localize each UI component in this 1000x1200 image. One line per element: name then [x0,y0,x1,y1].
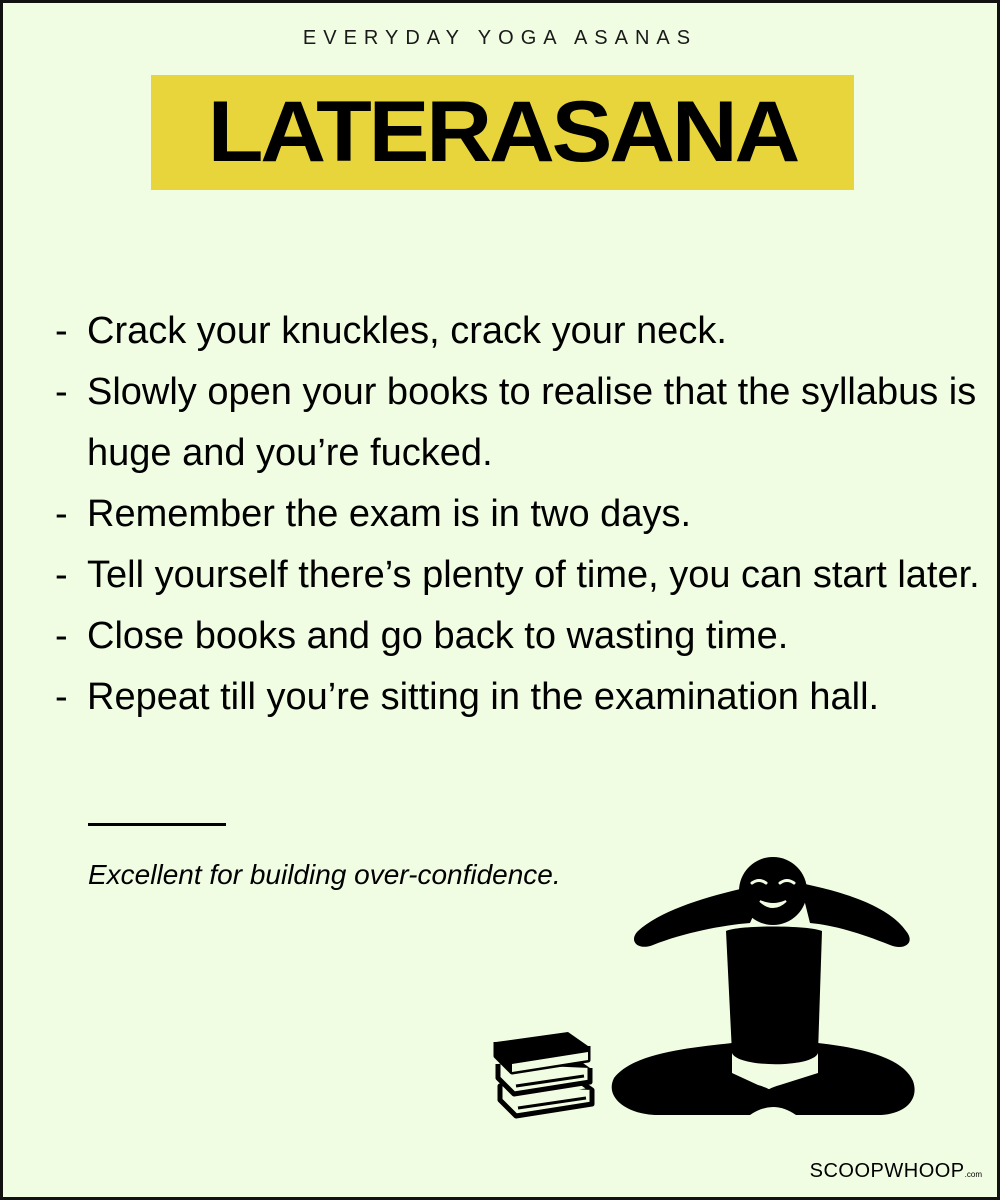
bullet-dash: - [55,554,68,596]
list-item [55,484,995,545]
list-item [55,667,995,728]
bullet-dash: - [55,371,68,413]
step-text: Crack your knuckles, crack your neck. [87,310,727,352]
step-text: Tell yourself there’s plenty of time, you can start later. [87,554,980,596]
step-text: Close books and go back to wasting time. [87,615,789,657]
bullet-dash: - [55,310,68,352]
list-item [55,606,995,667]
step-text: Repeat till you’re sitting in the examination hall. [87,676,880,718]
brand-suffix: .com [964,1170,982,1179]
step-list [55,301,995,728]
brand-name: SCOOPWHOOP [809,1160,965,1182]
step-text: Slowly open your books to realise that the syllabus is huge and you’re fucked. [87,371,977,474]
book-stack-icon [496,1032,592,1116]
illustration [488,853,928,1123]
meditating-figure-icon [612,857,915,1115]
list-item [55,362,995,484]
asana-title: LATERASANA [207,84,798,180]
bullet-dash: - [55,615,68,657]
divider [88,823,226,826]
title-highlight [151,75,854,190]
step-text: Remember the exam is in two days. [87,493,692,535]
benefit-note: Excellent for building over-confidence. [88,859,561,890]
bullet-dash: - [55,493,68,535]
bullet-dash: - [55,676,68,718]
list-item [55,545,995,606]
series-label: EVERYDAY YOGA ASANAS [302,27,698,49]
list-item [55,301,995,362]
brand-logo [810,1160,982,1183]
